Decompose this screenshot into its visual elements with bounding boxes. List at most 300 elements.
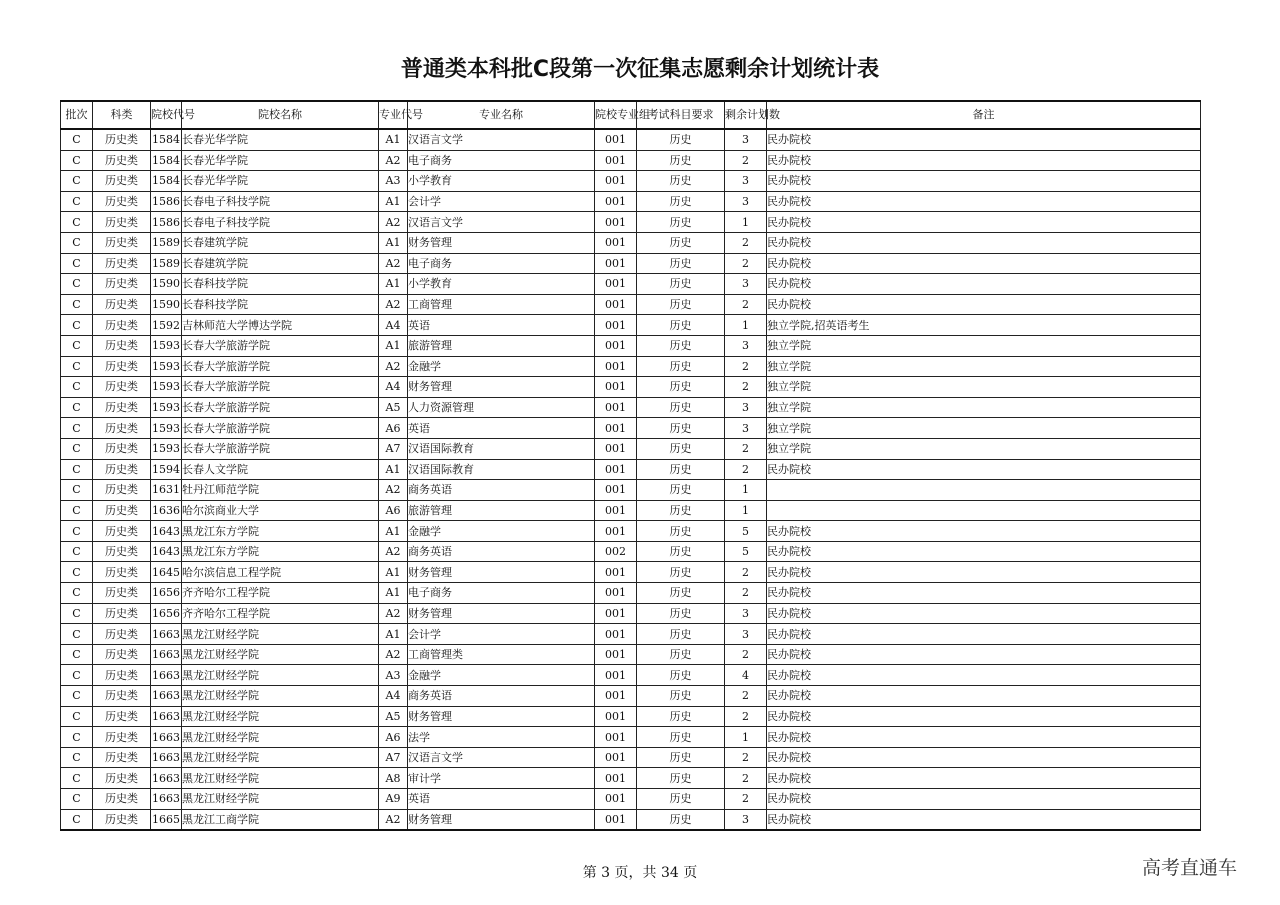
cell-category: 历史类	[93, 686, 151, 707]
cell-category: 历史类	[93, 315, 151, 336]
table-row	[61, 809, 1201, 830]
cell-major-code: A1	[379, 521, 408, 542]
cell-batch: C	[61, 789, 93, 810]
cell-school-code: 1593	[151, 438, 182, 459]
cell-major-code: A4	[379, 377, 408, 398]
header-category: 科类	[93, 101, 151, 129]
cell-school-code: 1593	[151, 397, 182, 418]
cell-school-code: 1586	[151, 212, 182, 233]
cell-group: 001	[595, 315, 637, 336]
cell-group: 001	[595, 129, 637, 150]
cell-school-code: 1643	[151, 521, 182, 542]
cell-school-code: 1636	[151, 500, 182, 521]
cell-category: 历史类	[93, 562, 151, 583]
cell-remaining: 2	[725, 377, 767, 398]
cell-school-name: 黑龙江财经学院	[182, 665, 379, 686]
cell-batch: C	[61, 459, 93, 480]
cell-remaining: 2	[725, 583, 767, 604]
table-row	[61, 191, 1201, 212]
header-notes: 备注	[767, 101, 1201, 129]
cell-major-code: A4	[379, 686, 408, 707]
cell-subject-req: 历史	[637, 397, 725, 418]
cell-major-code: A5	[379, 397, 408, 418]
cell-school-name: 黑龙江财经学院	[182, 789, 379, 810]
cell-major-code: A1	[379, 335, 408, 356]
cell-batch: C	[61, 644, 93, 665]
cell-school-name: 长春大学旅游学院	[182, 335, 379, 356]
cell-major-code: A2	[379, 150, 408, 171]
cell-subject-req: 历史	[637, 315, 725, 336]
table-row	[61, 129, 1201, 150]
cell-group: 001	[595, 377, 637, 398]
cell-notes: 民办院校	[767, 665, 1201, 686]
cell-group: 001	[595, 191, 637, 212]
cell-subject-req: 历史	[637, 356, 725, 377]
cell-major-code: A1	[379, 583, 408, 604]
cell-school-code: 1656	[151, 603, 182, 624]
table-row	[61, 727, 1201, 748]
cell-category: 历史类	[93, 644, 151, 665]
cell-school-name: 黑龙江财经学院	[182, 747, 379, 768]
cell-category: 历史类	[93, 706, 151, 727]
cell-remaining: 2	[725, 294, 767, 315]
cell-category: 历史类	[93, 459, 151, 480]
table-row	[61, 500, 1201, 521]
cell-major-name: 商务英语	[408, 480, 595, 501]
cell-school-name: 长春建筑学院	[182, 232, 379, 253]
table-row	[61, 541, 1201, 562]
cell-notes: 民办院校	[767, 253, 1201, 274]
cell-school-code: 1643	[151, 541, 182, 562]
cell-major-name: 金融学	[408, 356, 595, 377]
cell-group: 001	[595, 335, 637, 356]
cell-batch: C	[61, 377, 93, 398]
table-row	[61, 212, 1201, 233]
cell-school-name: 黑龙江财经学院	[182, 768, 379, 789]
header-school-name: 院校名称	[182, 101, 379, 129]
cell-school-name: 黑龙江财经学院	[182, 644, 379, 665]
cell-notes: 民办院校	[767, 603, 1201, 624]
cell-school-name: 黑龙江财经学院	[182, 706, 379, 727]
cell-subject-req: 历史	[637, 644, 725, 665]
cell-subject-req: 历史	[637, 191, 725, 212]
cell-major-name: 财务管理	[408, 603, 595, 624]
cell-group: 001	[595, 686, 637, 707]
cell-major-code: A1	[379, 129, 408, 150]
cell-major-name: 财务管理	[408, 232, 595, 253]
cell-notes: 民办院校	[767, 541, 1201, 562]
cell-remaining: 3	[725, 171, 767, 192]
cell-school-name: 黑龙江东方学院	[182, 521, 379, 542]
cell-remaining: 3	[725, 809, 767, 830]
cell-school-name: 长春电子科技学院	[182, 212, 379, 233]
table-row	[61, 377, 1201, 398]
table-row	[61, 480, 1201, 501]
header-group: 院校专业组	[595, 101, 637, 129]
cell-notes: 民办院校	[767, 274, 1201, 295]
cell-notes: 民办院校	[767, 644, 1201, 665]
cell-subject-req: 历史	[637, 603, 725, 624]
cell-school-code: 1594	[151, 459, 182, 480]
cell-subject-req: 历史	[637, 747, 725, 768]
cell-school-code: 1665	[151, 809, 182, 830]
cell-group: 001	[595, 232, 637, 253]
cell-notes: 民办院校	[767, 150, 1201, 171]
cell-category: 历史类	[93, 232, 151, 253]
cell-major-name: 英语	[408, 315, 595, 336]
cell-major-name: 小学教育	[408, 274, 595, 295]
cell-group: 001	[595, 727, 637, 748]
cell-notes: 民办院校	[767, 459, 1201, 480]
cell-school-code: 1645	[151, 562, 182, 583]
cell-school-code: 1584	[151, 150, 182, 171]
table-row	[61, 397, 1201, 418]
cell-school-name: 哈尔滨信息工程学院	[182, 562, 379, 583]
cell-subject-req: 历史	[637, 480, 725, 501]
cell-subject-req: 历史	[637, 521, 725, 542]
table-body	[61, 129, 1201, 830]
cell-major-code: A7	[379, 438, 408, 459]
cell-major-name: 工商管理类	[408, 644, 595, 665]
cell-remaining: 3	[725, 129, 767, 150]
cell-group: 002	[595, 541, 637, 562]
cell-school-name: 黑龙江东方学院	[182, 541, 379, 562]
cell-school-code: 1593	[151, 418, 182, 439]
cell-batch: C	[61, 294, 93, 315]
cell-batch: C	[61, 274, 93, 295]
cell-major-code: A1	[379, 232, 408, 253]
cell-group: 001	[595, 583, 637, 604]
cell-school-name: 长春人文学院	[182, 459, 379, 480]
cell-subject-req: 历史	[637, 294, 725, 315]
cell-remaining: 1	[725, 212, 767, 233]
cell-group: 001	[595, 356, 637, 377]
cell-major-name: 电子商务	[408, 150, 595, 171]
cell-notes: 民办院校	[767, 232, 1201, 253]
cell-school-code: 1589	[151, 232, 182, 253]
cell-batch: C	[61, 480, 93, 501]
cell-notes: 独立学院	[767, 356, 1201, 377]
cell-subject-req: 历史	[637, 129, 725, 150]
cell-subject-req: 历史	[637, 150, 725, 171]
cell-major-name: 金融学	[408, 665, 595, 686]
cell-school-name: 长春电子科技学院	[182, 191, 379, 212]
cell-major-name: 英语	[408, 418, 595, 439]
page-title: 普通类本科批C段第一次征集志愿剩余计划统计表	[400, 57, 880, 82]
cell-batch: C	[61, 562, 93, 583]
cell-notes: 民办院校	[767, 171, 1201, 192]
cell-school-code: 1631	[151, 480, 182, 501]
cell-notes: 民办院校	[767, 212, 1201, 233]
cell-category: 历史类	[93, 583, 151, 604]
cell-major-name: 汉语国际教育	[408, 459, 595, 480]
cell-category: 历史类	[93, 665, 151, 686]
cell-group: 001	[595, 294, 637, 315]
cell-major-code: A5	[379, 706, 408, 727]
table-header-row	[61, 101, 1201, 129]
cell-category: 历史类	[93, 768, 151, 789]
cell-major-name: 会计学	[408, 191, 595, 212]
cell-category: 历史类	[93, 191, 151, 212]
cell-notes: 独立学院,招英语考生	[767, 315, 1201, 336]
cell-subject-req: 历史	[637, 789, 725, 810]
cell-subject-req: 历史	[637, 583, 725, 604]
cell-batch: C	[61, 356, 93, 377]
cell-batch: C	[61, 665, 93, 686]
cell-group: 001	[595, 212, 637, 233]
cell-remaining: 1	[725, 500, 767, 521]
cell-notes: 民办院校	[767, 521, 1201, 542]
cell-school-name: 黑龙江工商学院	[182, 809, 379, 830]
cell-category: 历史类	[93, 356, 151, 377]
cell-major-name: 小学教育	[408, 171, 595, 192]
cell-remaining: 2	[725, 459, 767, 480]
cell-subject-req: 历史	[637, 541, 725, 562]
cell-batch: C	[61, 686, 93, 707]
cell-major-name: 电子商务	[408, 253, 595, 274]
cell-major-name: 汉语国际教育	[408, 438, 595, 459]
cell-group: 001	[595, 459, 637, 480]
cell-major-code: A3	[379, 665, 408, 686]
cell-major-name: 会计学	[408, 624, 595, 645]
cell-subject-req: 历史	[637, 500, 725, 521]
cell-major-name: 英语	[408, 789, 595, 810]
cell-major-code: A3	[379, 171, 408, 192]
cell-batch: C	[61, 171, 93, 192]
cell-major-code: A1	[379, 562, 408, 583]
cell-remaining: 3	[725, 274, 767, 295]
cell-batch: C	[61, 583, 93, 604]
cell-group: 001	[595, 253, 637, 274]
table-row	[61, 768, 1201, 789]
cell-notes: 民办院校	[767, 583, 1201, 604]
header-major-code: 专业代号	[379, 101, 408, 129]
cell-remaining: 1	[725, 480, 767, 501]
cell-major-code: A6	[379, 500, 408, 521]
cell-school-code: 1663	[151, 644, 182, 665]
cell-major-code: A2	[379, 253, 408, 274]
cell-category: 历史类	[93, 418, 151, 439]
cell-remaining: 1	[725, 727, 767, 748]
cell-major-name: 汉语言文学	[408, 212, 595, 233]
cell-school-name: 长春大学旅游学院	[182, 418, 379, 439]
cell-major-name: 商务英语	[408, 686, 595, 707]
cell-major-code: A9	[379, 789, 408, 810]
cell-school-name: 长春大学旅游学院	[182, 438, 379, 459]
cell-batch: C	[61, 397, 93, 418]
cell-major-code: A2	[379, 809, 408, 830]
cell-notes: 独立学院	[767, 335, 1201, 356]
cell-school-name: 齐齐哈尔工程学院	[182, 603, 379, 624]
cell-subject-req: 历史	[637, 377, 725, 398]
cell-category: 历史类	[93, 253, 151, 274]
cell-school-code: 1584	[151, 129, 182, 150]
table-row	[61, 624, 1201, 645]
cell-batch: C	[61, 253, 93, 274]
cell-group: 001	[595, 521, 637, 542]
cell-remaining: 5	[725, 521, 767, 542]
cell-major-code: A6	[379, 418, 408, 439]
cell-school-code: 1656	[151, 583, 182, 604]
cell-school-code: 1663	[151, 686, 182, 707]
header-subject-req: 考试科目要求	[637, 101, 725, 129]
table-row	[61, 789, 1201, 810]
cell-school-code: 1593	[151, 356, 182, 377]
table-row	[61, 562, 1201, 583]
cell-batch: C	[61, 438, 93, 459]
cell-category: 历史类	[93, 727, 151, 748]
cell-notes: 民办院校	[767, 727, 1201, 748]
cell-category: 历史类	[93, 480, 151, 501]
cell-category: 历史类	[93, 603, 151, 624]
cell-major-code: A2	[379, 212, 408, 233]
cell-category: 历史类	[93, 809, 151, 830]
cell-notes: 民办院校	[767, 809, 1201, 830]
table-row	[61, 747, 1201, 768]
cell-notes: 民办院校	[767, 789, 1201, 810]
cell-remaining: 2	[725, 253, 767, 274]
cell-remaining: 2	[725, 438, 767, 459]
header-major-name: 专业名称	[408, 101, 595, 129]
cell-notes: 民办院校	[767, 686, 1201, 707]
cell-school-name: 牡丹江师范学院	[182, 480, 379, 501]
cell-subject-req: 历史	[637, 335, 725, 356]
table-row	[61, 603, 1201, 624]
table-row	[61, 253, 1201, 274]
table-row	[61, 232, 1201, 253]
cell-batch: C	[61, 315, 93, 336]
table-row	[61, 150, 1201, 171]
cell-subject-req: 历史	[637, 686, 725, 707]
cell-subject-req: 历史	[637, 768, 725, 789]
cell-major-name: 人力资源管理	[408, 397, 595, 418]
cell-subject-req: 历史	[637, 253, 725, 274]
cell-remaining: 5	[725, 541, 767, 562]
cell-category: 历史类	[93, 129, 151, 150]
cell-subject-req: 历史	[637, 665, 725, 686]
header-school-code: 院校代号	[151, 101, 182, 129]
cell-notes: 民办院校	[767, 129, 1201, 150]
cell-school-code: 1593	[151, 377, 182, 398]
cell-group: 001	[595, 418, 637, 439]
cell-notes: 民办院校	[767, 624, 1201, 645]
cell-remaining: 2	[725, 768, 767, 789]
cell-subject-req: 历史	[637, 624, 725, 645]
cell-major-code: A1	[379, 459, 408, 480]
cell-subject-req: 历史	[637, 727, 725, 748]
cell-batch: C	[61, 212, 93, 233]
cell-school-code: 1592	[151, 315, 182, 336]
cell-subject-req: 历史	[637, 232, 725, 253]
cell-notes: 独立学院	[767, 397, 1201, 418]
cell-remaining: 3	[725, 335, 767, 356]
cell-major-code: A1	[379, 274, 408, 295]
cell-major-name: 财务管理	[408, 706, 595, 727]
cell-category: 历史类	[93, 397, 151, 418]
cell-category: 历史类	[93, 294, 151, 315]
table-row	[61, 418, 1201, 439]
cell-school-code: 1663	[151, 665, 182, 686]
cell-remaining: 3	[725, 624, 767, 645]
cell-category: 历史类	[93, 500, 151, 521]
cell-school-code: 1663	[151, 789, 182, 810]
cell-notes: 民办院校	[767, 706, 1201, 727]
cell-notes: 独立学院	[767, 418, 1201, 439]
cell-school-name: 齐齐哈尔工程学院	[182, 583, 379, 604]
header-remaining: 剩余计划数	[725, 101, 767, 129]
cell-major-name: 财务管理	[408, 809, 595, 830]
cell-remaining: 3	[725, 603, 767, 624]
cell-major-code: A4	[379, 315, 408, 336]
cell-category: 历史类	[93, 274, 151, 295]
table-row	[61, 294, 1201, 315]
table-row	[61, 274, 1201, 295]
cell-batch: C	[61, 191, 93, 212]
cell-group: 001	[595, 624, 637, 645]
cell-school-name: 黑龙江财经学院	[182, 727, 379, 748]
cell-remaining: 2	[725, 686, 767, 707]
watermark: 高考直通车	[1142, 857, 1238, 879]
cell-group: 001	[595, 480, 637, 501]
table-row	[61, 459, 1201, 480]
cell-subject-req: 历史	[637, 809, 725, 830]
cell-school-code: 1663	[151, 747, 182, 768]
cell-major-name: 审计学	[408, 768, 595, 789]
cell-notes: 民办院校	[767, 747, 1201, 768]
cell-school-code: 1663	[151, 706, 182, 727]
cell-group: 001	[595, 274, 637, 295]
cell-remaining: 4	[725, 665, 767, 686]
cell-batch: C	[61, 335, 93, 356]
cell-school-name: 黑龙江财经学院	[182, 624, 379, 645]
table-row	[61, 665, 1201, 686]
cell-remaining: 2	[725, 706, 767, 727]
cell-category: 历史类	[93, 377, 151, 398]
cell-category: 历史类	[93, 171, 151, 192]
cell-notes: 独立学院	[767, 438, 1201, 459]
cell-batch: C	[61, 150, 93, 171]
cell-major-name: 旅游管理	[408, 500, 595, 521]
cell-group: 001	[595, 789, 637, 810]
cell-school-name: 长春光华学院	[182, 171, 379, 192]
cell-school-name: 黑龙江财经学院	[182, 686, 379, 707]
cell-subject-req: 历史	[637, 212, 725, 233]
cell-major-name: 旅游管理	[408, 335, 595, 356]
cell-school-code: 1593	[151, 335, 182, 356]
cell-group: 001	[595, 500, 637, 521]
header-batch: 批次	[61, 101, 93, 129]
cell-notes: 民办院校	[767, 294, 1201, 315]
cell-category: 历史类	[93, 335, 151, 356]
cell-remaining: 2	[725, 644, 767, 665]
cell-notes	[767, 500, 1201, 521]
cell-group: 001	[595, 562, 637, 583]
cell-notes: 民办院校	[767, 562, 1201, 583]
table-row	[61, 438, 1201, 459]
cell-batch: C	[61, 232, 93, 253]
cell-major-code: A2	[379, 644, 408, 665]
table-row	[61, 583, 1201, 604]
cell-batch: C	[61, 541, 93, 562]
cell-major-code: A2	[379, 294, 408, 315]
cell-remaining: 2	[725, 150, 767, 171]
cell-major-name: 汉语言文学	[408, 129, 595, 150]
cell-school-name: 长春光华学院	[182, 150, 379, 171]
cell-major-name: 财务管理	[408, 562, 595, 583]
cell-batch: C	[61, 706, 93, 727]
cell-major-name: 电子商务	[408, 583, 595, 604]
cell-batch: C	[61, 747, 93, 768]
